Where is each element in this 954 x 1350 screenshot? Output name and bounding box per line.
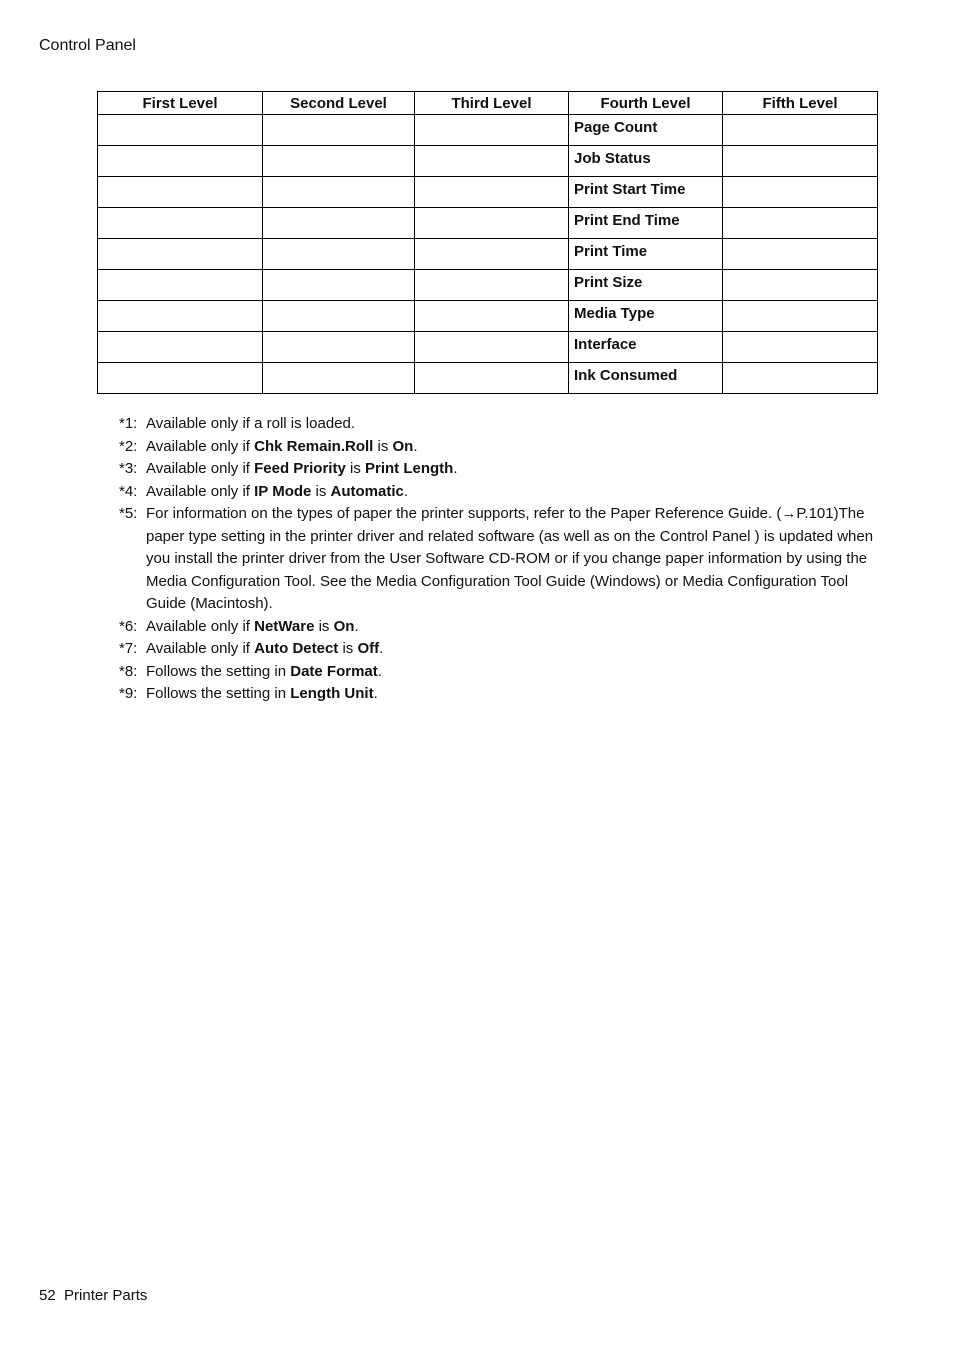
table-cell [415, 239, 569, 270]
footnotes-list [119, 413, 889, 706]
table-cell: Print Time [569, 239, 723, 270]
footnote-text-part: is [311, 482, 331, 500]
table-cell [263, 301, 415, 332]
footnote-text-part: Available only if [146, 460, 255, 477]
menu-structure-table [97, 91, 878, 394]
table-cell [98, 270, 263, 301]
table-cell [263, 177, 415, 208]
footnote-setting-name: Off [357, 640, 380, 657]
footnote-text-part: For information on the types of paper the printer supports, refer to the Paper Reference Guide. (→P.101)The paper type setting in the printer driver and related software (as well as on the Control Panel ) is updated when you install the printer driver from the User Software CD-ROM or if you change paper information by using the Media Configuration Tool. See the Media Configuration Tool Guide (Windows) or Media Configuration Tool Guide (Macintosh). [146, 505, 874, 612]
table-cell [263, 270, 415, 301]
table-cell [415, 115, 569, 146]
footnote-setting-name: IP Mode [254, 482, 312, 500]
table-cell [263, 332, 415, 363]
footnote-text-part: Available only if [146, 482, 255, 500]
footnote-setting-name: Print Length [365, 460, 454, 477]
table-cell [98, 115, 263, 146]
table-row [98, 301, 878, 332]
footnote-text-part: is [314, 617, 334, 635]
footnote-text-part: . [354, 617, 359, 635]
table-cell [723, 332, 878, 363]
column-header: Fifth Level [723, 92, 878, 115]
footnote-text-part: . [403, 482, 409, 500]
table-cell [723, 208, 878, 239]
footnote-setting-name: Chk Remain.Roll [254, 437, 374, 455]
table-cell [415, 301, 569, 332]
column-header: Second Level [263, 92, 415, 115]
footnote-setting-name: On [333, 617, 355, 635]
column-header: Fourth Level [569, 92, 723, 115]
table-cell [723, 115, 878, 146]
table-row [98, 270, 878, 301]
footnote-marker: *7: [119, 640, 138, 657]
footnote-text-part: . [379, 640, 384, 657]
table-body [98, 115, 878, 394]
footnote-text-part: . [373, 685, 378, 702]
table-cell [263, 115, 415, 146]
table-cell [263, 363, 415, 394]
footnote-marker: *3: [119, 460, 138, 477]
footnote-text-part: is [373, 437, 393, 455]
footnote-setting-name: Feed Priority [254, 460, 346, 477]
footnote-item [119, 616, 889, 639]
footnote-text-part: . [453, 460, 458, 477]
footnote-marker: *5: [119, 505, 138, 522]
column-header: First Level [98, 92, 263, 115]
table-row [98, 146, 878, 177]
table-cell [98, 208, 263, 239]
table-row [98, 332, 878, 363]
page-number: 52 [39, 1287, 56, 1304]
footnote-marker: *2: [119, 437, 138, 455]
table-cell [98, 146, 263, 177]
table-row [98, 115, 878, 146]
table-cell [98, 332, 263, 363]
table-cell: Media Type [569, 301, 723, 332]
table-header-row [98, 92, 878, 115]
footnote-text [146, 413, 889, 436]
footnote-text-part: Available only if [146, 640, 255, 657]
table-row [98, 239, 878, 270]
footnote-item [119, 481, 889, 504]
table-cell [415, 270, 569, 301]
table-cell [415, 177, 569, 208]
header-title: Control Panel [39, 37, 136, 54]
footnote-text-part: . [377, 662, 382, 680]
footnote-text-part: Available only if a roll is loaded. [146, 415, 356, 432]
table-cell [98, 363, 263, 394]
table-cell: Job Status [569, 146, 723, 177]
footnote-setting-name: Automatic [330, 482, 404, 500]
table-row [98, 363, 878, 394]
page-footer [39, 1287, 147, 1304]
footnote-text-part: Follows the setting in [146, 662, 291, 680]
table-cell [723, 270, 878, 301]
column-header: Third Level [415, 92, 569, 115]
table-cell [723, 146, 878, 177]
table-cell: Ink Consumed [569, 363, 723, 394]
footnote-marker: *9: [119, 685, 138, 702]
footnote-text [146, 481, 889, 504]
footnote-text [146, 616, 889, 639]
footnote-setting-name: On [392, 437, 414, 455]
footnote-text [146, 458, 889, 481]
table-cell: Print End Time [569, 208, 723, 239]
table-cell [723, 239, 878, 270]
table-cell: Print Size [569, 270, 723, 301]
footnote-item [119, 638, 889, 661]
footnote-text-part: . [413, 437, 418, 455]
table-cell [415, 208, 569, 239]
footnote-marker: *4: [119, 482, 138, 500]
table-cell [723, 301, 878, 332]
footnote-text-part: Available only if [146, 617, 255, 635]
footnote-setting-name: Date Format [290, 662, 378, 680]
footer-section: Printer Parts [64, 1287, 148, 1304]
footnote-marker: *6: [119, 617, 138, 635]
table-cell [98, 239, 263, 270]
footnote-setting-name: Length Unit [290, 685, 374, 702]
table-row [98, 177, 878, 208]
table-cell: Page Count [569, 115, 723, 146]
footnote-text [146, 503, 889, 616]
footnote-text [146, 683, 889, 706]
footnote-item [119, 503, 889, 616]
table-cell [415, 332, 569, 363]
footnote-text-part: Available only if [146, 437, 255, 455]
table-cell [415, 363, 569, 394]
table-cell [263, 239, 415, 270]
table-cell: Interface [569, 332, 723, 363]
table-cell [98, 301, 263, 332]
footnote-item [119, 661, 889, 684]
footnote-text-part: is [345, 460, 365, 477]
footnote-item [119, 458, 889, 481]
footnote-marker: *8: [119, 662, 138, 680]
footnote-item [119, 413, 889, 436]
footnote-setting-name: Auto Detect [254, 640, 339, 657]
page-header [39, 37, 136, 55]
table-cell [415, 146, 569, 177]
footnote-text-part: Follows the setting in [146, 685, 291, 702]
table-cell: Print Start Time [569, 177, 723, 208]
footnote-setting-name: NetWare [254, 617, 315, 635]
footnote-marker: *1: [119, 415, 138, 432]
footnote-item [119, 683, 889, 706]
table-cell [263, 146, 415, 177]
footnote-text [146, 638, 889, 661]
footnote-text-part: is [338, 640, 358, 657]
table-cell [723, 363, 878, 394]
table-cell [723, 177, 878, 208]
table-cell [263, 208, 415, 239]
footnote-text [146, 436, 889, 459]
footnote-item [119, 436, 889, 459]
footnote-text [146, 661, 889, 684]
table-cell [98, 177, 263, 208]
table-row [98, 208, 878, 239]
